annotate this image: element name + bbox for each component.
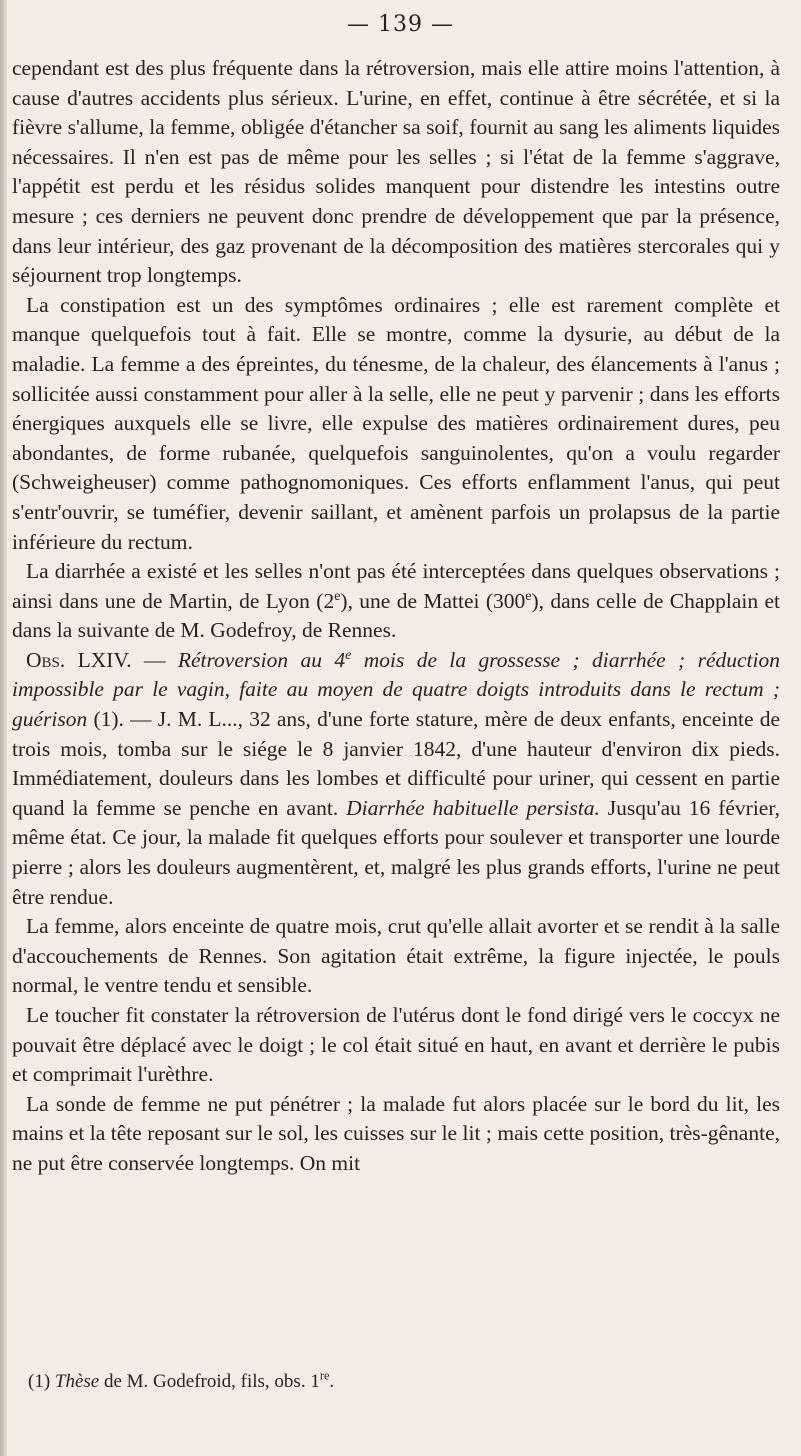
paragraph-toucher: Le toucher fit constater la rétroversion de l'utérus dont le fond dirigé vers le coccyx ne pouvait être déplacé avec le doigt ; le col était situé en haut, en avant et derrière le pubis et comprimait l'urèthre.	[12, 1003, 780, 1087]
page-number: — 139 —	[347, 12, 454, 37]
footnote: (1) Thèse de M. Godefroid, fils, obs. 1re.	[28, 1368, 335, 1392]
observation-label: Obs. LXIV.	[26, 647, 132, 672]
paragraph-constipation: La constipation est un des symptômes ordinaires ; elle est rarement complète et manque quelquefois tout à fait. Elle se montre, comme la dysurie, au début de la maladie. La femme a des épreintes, du ténesme, de la chaleur, des élancements à l'anus ; sollicitée aussi constamment pour aller à la selle, elle ne peut y parvenir ; dans les efforts énergiques auxquels elle se livre, elle expulse des matières ordinairement dures, peu abondantes, de forme rubanée, quelquefois sanguinolentes, qu'on a voulu regarder (Schweigheuser) comme pathognomoniques. Ces efforts enflamment l'anus, qui peut s'entr'ouvrir, se tuméfier, devenir saillant, et amènent parfois un prolapsus de la partie inférieure du rectum.	[12, 292, 780, 554]
footnote-reference: (1).	[87, 707, 124, 732]
observation-paragraph: Obs. LXIV. — Rétroversion au 4e mois de la grossesse ; diarrhée ; réduction impossible par le vagin, faite au moyen de quatre doigts introduits dans le rectum ; guérison (1). — J. M. L..., 32 ans, d'une forte stature, mère de deux enfants, enceinte de trois mois, tomba sur le siége le 8 janvier 1842, d'une hauteur d'environ dix pieds. Immédiatement, douleurs dans les lombes et difficulté pour uriner, qui cessent en partie quand la femme se penche en avant. Diarrhée habituelle persista. Jusqu'au 16 février, même état. Ce jour, la malade fit quelques efforts pour soulever et transporter une lourde pierre ; alors les douleurs augmentèrent, et, malgré les plus grands efforts, l'urine ne peut être rendue.	[12, 647, 781, 909]
italic-phrase: Diarrhée habituelle persista.	[346, 795, 600, 820]
paragraph-diarrhee: La diarrhée a existé et les selles n'ont pas été interceptées dans quelques observations ; ainsi dans une de Martin, de Lyon (2e), une de Mattei (300e), dans celle de Chapplain et dans la suivante de M. Godefroy, de Rennes.	[12, 559, 780, 643]
body-text	[12, 54, 780, 1179]
paragraph-femme-enceinte: La femme, alors enceinte de quatre mois, crut qu'elle allait avorter et se rendit à la salle d'accouchements de Rennes. Son agitation était extrême, la figure injectée, le pouls normal, le ventre tendu et sensible.	[12, 914, 780, 998]
paragraph-sonde: La sonde de femme ne put pénétrer ; la malade fut alors placée sur le bord du lit, les mains et la tête reposant sur le sol, les cuisses sur le lit ; mais cette position, très-gênante, ne put être conservée longtemps. On mit	[12, 1091, 780, 1175]
observation-title: Rétroversion au 4e mois de la grossesse ; diarrhée ; réduction impossible par le vagin, faite au moyen de quatre doigts introduits dans le rectum ; guérison	[12, 647, 780, 732]
book-spine-shadow	[0, 0, 7, 1456]
paragraph-cependant: cependant est des plus fréquente dans la rétroversion, mais elle attire moins l'attention, à cause d'autres accidents plus sérieux. L'urine, en effet, continue à être sécrétée, et si la fièvre s'allume, la femme, obligée d'étancher sa soif, fournit au sang les aliments liquides nécessaires. Il n'en est pas de même pour les selles ; si l'état de la femme s'aggrave, l'appétit est perdu et les résidus solides manquent pour distendre les intestins outre mesure ; ces derniers ne peuvent donc prendre de développement que par la présence, dans leur intérieur, des gaz provenant de la décomposition des matières stercorales qui y séjournent trop longtemps.	[12, 56, 780, 288]
